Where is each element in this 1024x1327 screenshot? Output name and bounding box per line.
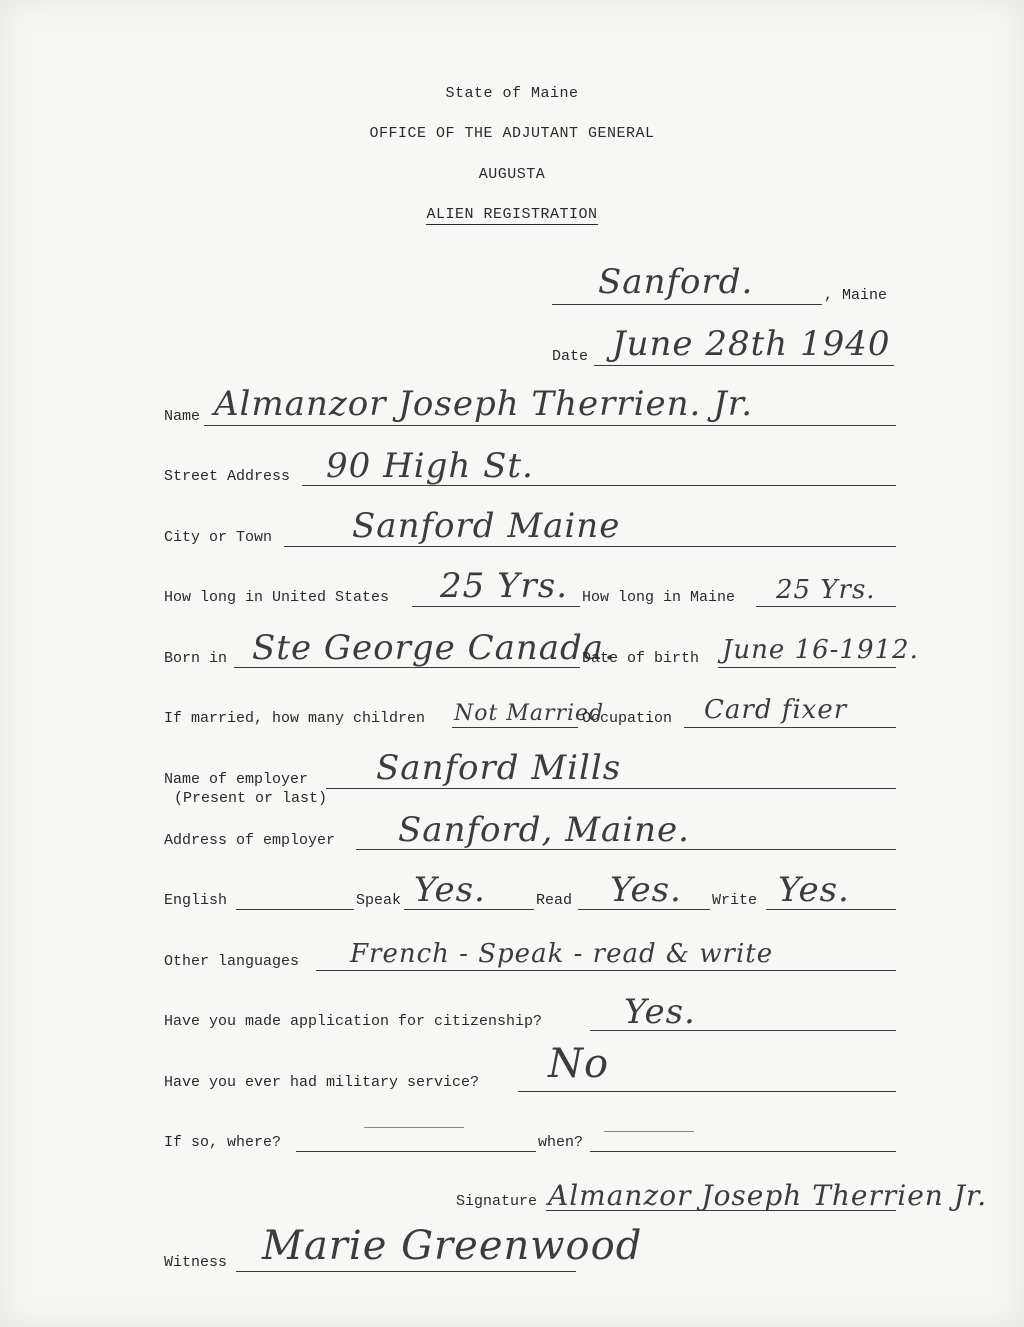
name-label: Name [164, 408, 201, 425]
born-label: Born in [164, 650, 228, 667]
other-lang-value: French - Speak - read & write [350, 939, 774, 969]
military-value: No [548, 1041, 610, 1087]
employer-note: (Present or last) [174, 790, 328, 807]
name-line [204, 425, 896, 426]
english-label: English [164, 892, 228, 909]
children-label: If married, how many children [164, 710, 426, 727]
city-heading: AUGUSTA [478, 166, 546, 183]
speak-label: Speak [356, 892, 402, 909]
how-long-me-label: How long in Maine [582, 589, 736, 606]
how-long-us-label: How long in United States [164, 589, 390, 606]
english-line [236, 909, 354, 910]
citizenship-label: Have you made application for citizenship? [164, 1013, 543, 1030]
signature-value: Almanzor Joseph Therrien Jr. [548, 1179, 988, 1212]
how-long-us-value: 25 Yrs. [440, 566, 569, 606]
date-line [594, 365, 894, 366]
military-label: Have you ever had military service? [164, 1074, 480, 1091]
write-label: Write [712, 892, 758, 909]
dob-value: June 16-1912. [722, 635, 919, 665]
form-title-text: ALIEN REGISTRATION [426, 206, 598, 223]
born-value: Ste George Canada. [252, 628, 616, 668]
other-lang-label: Other languages [164, 953, 300, 970]
street-label: Street Address [164, 468, 291, 485]
employer-addr-label: Address of employer [164, 832, 336, 849]
name-value: Almanzor Joseph Therrien. Jr. [214, 384, 754, 424]
date-label: Date [552, 348, 589, 365]
witness-value: Marie Greenwood [262, 1223, 643, 1269]
where-line [296, 1151, 536, 1152]
occupation-label: Occupation [582, 710, 673, 727]
street-value: 90 High St. [326, 446, 534, 486]
employer-value: Sanford Mills [376, 748, 622, 788]
employer-line [326, 788, 896, 789]
employer-label: Name of employer [164, 771, 309, 788]
when-line [590, 1151, 896, 1152]
citizenship-value: Yes. [624, 992, 696, 1032]
dob-label: Date of birth [582, 650, 700, 667]
read-value: Yes. [610, 870, 682, 910]
how-long-us-line [412, 606, 580, 607]
maine-label: , Maine [824, 287, 888, 304]
witness-line [236, 1271, 576, 1272]
children-value: Not Married [454, 701, 605, 726]
speak-value: Yes. [414, 870, 486, 910]
office-heading: OFFICE OF THE ADJUTANT GENERAL [369, 125, 655, 142]
city-label: City or Town [164, 529, 273, 546]
witness-label: Witness [164, 1254, 228, 1271]
date-value: June 28th 1940 [612, 324, 891, 364]
when-label: when? [538, 1134, 584, 1151]
where-dash [364, 1127, 464, 1128]
state-heading: State of Maine [445, 85, 579, 102]
employer-addr-value: Sanford, Maine. [398, 810, 690, 850]
city-value: Sanford Maine [352, 506, 621, 546]
city-line [284, 546, 896, 547]
signature-label: Signature [456, 1193, 538, 1210]
place-value: Sanford. [598, 262, 754, 302]
form-title [0, 206, 1024, 223]
read-label: Read [536, 892, 573, 909]
when-dash [604, 1131, 694, 1132]
write-value: Yes. [778, 870, 850, 910]
where-label: If so, where? [164, 1134, 282, 1151]
place-line [552, 304, 822, 305]
military-line [518, 1091, 896, 1092]
occupation-value: Card fixer [704, 695, 848, 725]
how-long-me-value: 25 Yrs. [776, 575, 876, 605]
